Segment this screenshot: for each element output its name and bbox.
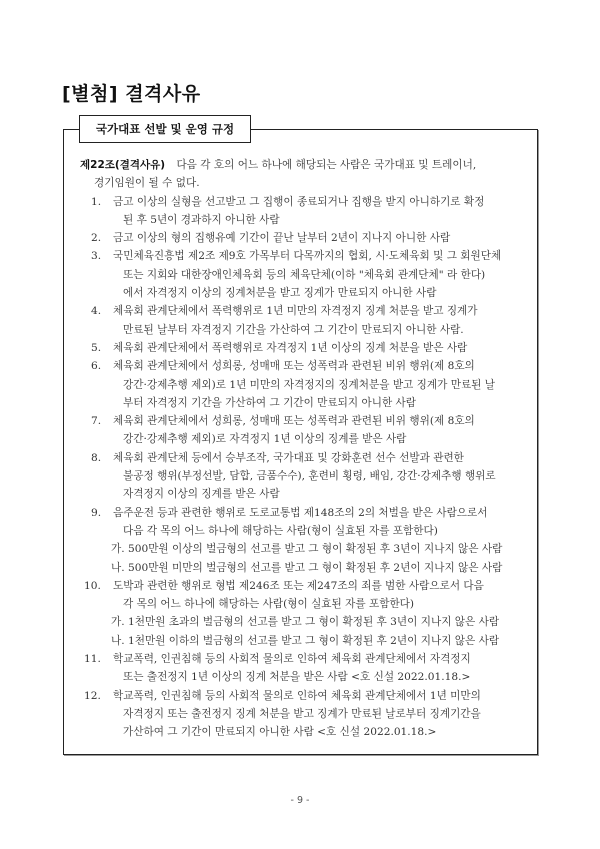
item-line: 각 목의 어느 하나에 해당하는 사람(형이 실효된 자를 포함한다) xyxy=(123,598,415,611)
item-line: 체육회 관계단체에서 폭력행위로 1년 미만의 자격정지 징계 처분을 받고 징계가 xyxy=(113,305,478,318)
list-item xyxy=(80,687,530,742)
item-line: 만료된 날부터 자격정지 기간을 가산하여 그 기간이 만료되지 아니한 사람. xyxy=(123,323,464,336)
list-item xyxy=(80,302,530,339)
item-number: 7. xyxy=(91,415,102,428)
item-number: 5. xyxy=(91,341,102,354)
item-line: 가산하여 그 기간이 만료되지 아니한 사람 <호 신설 2022.01.18.> xyxy=(123,726,437,739)
item-number: 3. xyxy=(91,250,102,263)
item-list xyxy=(80,193,530,742)
list-item xyxy=(80,357,530,412)
item-line: 된 후 5년이 경과하지 아니한 사람 xyxy=(123,213,280,226)
page-heading: [별첨] 결격사유 xyxy=(62,83,201,105)
item-line: 에서 자격정지 이상의 징계처분을 받고 징계가 만료되지 아니한 사람 xyxy=(123,287,437,300)
list-item xyxy=(80,247,530,302)
item-line: 금고 이상의 실형을 선고받고 그 집행이 종료되거나 집행을 받지 아니하기로 확정 xyxy=(113,195,485,208)
item-line: 학교폭력, 인권침해 등의 사회적 물의로 인하여 체육회 관계단체에서 1년 미만의 xyxy=(113,689,481,702)
item-line: 국민체육진흥법 제2조 제9호 가목부터 다목까지의 협회, 시·도체육회 및 그 회원단체 xyxy=(113,250,502,263)
item-line: 체육회 관계단체에서 성희롱, 성매매 또는 성폭력과 관련된 비위 행위(제 8호의 xyxy=(113,415,475,428)
item-number: 2. xyxy=(91,232,102,245)
list-item xyxy=(80,449,530,504)
item-line: 강간·강제추행 제외)로 자격정지 1년 이상의 징계를 받은 사람 xyxy=(123,433,407,446)
item-line: 불공정 행위(부정선발, 담합, 금품수수), 훈련비 횡령, 배임, 강간·강제추행 행위로 xyxy=(123,470,496,483)
item-line: 강간·강제추행 제외)로 1년 미만의 자격정지의 징계처분을 받고 징계가 만료된 날 xyxy=(123,378,496,391)
list-item xyxy=(80,577,530,614)
list-item xyxy=(80,650,530,687)
item-line: 체육회 관계단체에서 성희롱, 성매매 또는 성폭력과 관련된 비위 행위(제 8호의 xyxy=(113,360,475,373)
item-line: 도박과 관련한 행위로 형법 제246조 또는 제247조의 죄를 범한 사람으로서 다음 xyxy=(113,579,484,592)
list-item xyxy=(80,504,530,541)
regulation-content xyxy=(80,156,530,742)
sub-item: 가. 1천만원 초과의 벌금형의 선고를 받고 그 형이 확정된 후 3년이 지나지 않은 사람 xyxy=(111,616,500,629)
article-intro-cont: 경기임원이 될 수 없다. xyxy=(94,177,200,190)
item-number: 1. xyxy=(91,195,102,208)
list-item xyxy=(80,229,530,247)
sub-item: 나. 1천만원 이하의 벌금형의 선고를 받고 그 형이 확정된 후 2년이 지나지 않은 사람 xyxy=(111,634,500,647)
list-item xyxy=(80,193,530,230)
item-line: 또는 지회와 대한장애인체육회 등의 체육단체(이하 "체육회 관계단체" 라 한다) xyxy=(123,268,486,281)
item-number: 6. xyxy=(91,360,102,373)
item-line: 자격정지 또는 출전정지 징계 처분을 받고 징계가 만료된 날로부터 징계기간을 xyxy=(123,707,481,720)
article-title: 제22조(결격사유) xyxy=(80,159,166,171)
item-line: 학교폭력, 인권침해 등의 사회적 물의로 인하여 체육회 관계단체에서 자격정지 xyxy=(113,653,471,666)
item-number: 11. xyxy=(84,653,101,666)
item-line: 또는 출전정지 1년 이상의 징계 처분을 받은 사람 <호 신설 2022.01.18.> xyxy=(123,671,471,684)
box-title: 국가대표 선발 및 운영 규정 xyxy=(79,115,251,143)
article-header xyxy=(80,156,530,174)
item-line: 금고 이상의 형의 집행유예 기간이 끝난 날부터 2년이 지나지 아니한 사람 xyxy=(113,232,451,245)
item-line: 체육회 관계단체에서 폭력행위로 자격정지 1년 이상의 징계 처분을 받은 사람 xyxy=(113,341,468,354)
item-number: 10. xyxy=(84,579,101,592)
list-item xyxy=(80,412,530,449)
sub-item: 가. 500만원 이상의 벌금형의 선고를 받고 그 형이 확정된 후 3년이 지나지 않은 사람 xyxy=(111,543,503,556)
item-line: 부터 자격정지 기간을 가산하여 그 기간이 만료되지 아니한 사람 xyxy=(123,396,417,409)
item-line: 음주운전 등과 관련한 행위로 도로교통법 제148조의 2의 처벌을 받은 사람으로서 xyxy=(113,506,488,519)
sub-item: 나. 500만원 미만의 벌금형의 선고를 받고 그 형이 확정된 후 2년이 지나지 않은 사람 xyxy=(111,561,503,574)
page-number: - 9 - xyxy=(290,795,310,806)
item-number: 12. xyxy=(84,689,101,702)
item-number: 8. xyxy=(91,451,102,464)
list-item xyxy=(80,339,530,357)
item-line: 자격정지 이상의 징계를 받은 사람 xyxy=(123,488,280,501)
item-number: 4. xyxy=(91,305,102,318)
item-line: 체육회 관계단체 등에서 승부조작, 국가대표 및 강화훈련 선수 선발과 관련한 xyxy=(113,451,464,464)
article-intro: 다음 각 호의 어느 하나에 해당되는 사람은 국가대표 및 트레이너, xyxy=(176,159,477,171)
item-line: 다음 각 목의 어느 하나에 해당하는 사람(형이 실효된 자를 포함한다) xyxy=(123,524,438,537)
item-number: 9. xyxy=(91,506,102,519)
